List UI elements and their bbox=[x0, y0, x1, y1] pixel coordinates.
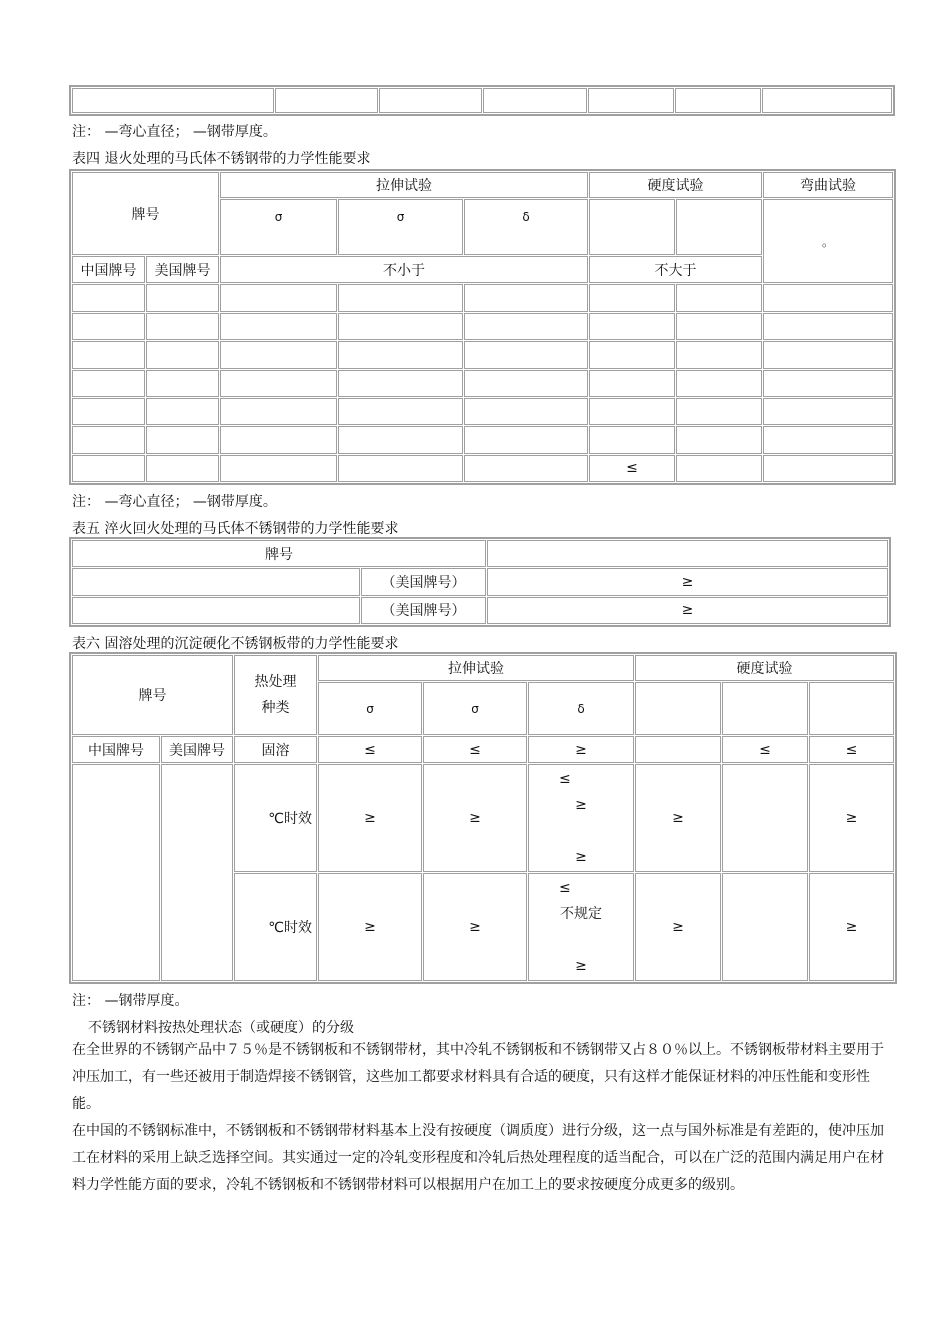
value: 不规定 bbox=[560, 905, 603, 922]
solution-value: ≤ bbox=[318, 736, 422, 762]
paragraph-1: 在全世界的不锈钢产品中７５％是不锈钢板和不锈钢带材，其中冷轧不锈钢板和不锈钢带又占８０％以上。不锈钢板带材料主要用于冲压加工，有一些还被用于制造焊接不锈钢管，这些加工都要求材料具有合适的硬度，只有这样才能保证材料的冲压性能和变形性能。 bbox=[72, 1042, 884, 1112]
section-title: 不锈钢材料按热处理状态（或硬度）的分级 bbox=[88, 1020, 354, 1036]
heat-type-line1: 热处理 bbox=[254, 674, 297, 691]
table-row bbox=[72, 370, 893, 397]
grade-header: 牌号 bbox=[72, 540, 486, 567]
table-row bbox=[72, 568, 888, 595]
value: ≥ bbox=[809, 873, 894, 981]
cn-grade-header: 中国牌号 bbox=[72, 736, 160, 762]
table-row bbox=[72, 426, 893, 453]
hardness-header: 硬度试验 bbox=[635, 655, 894, 681]
delta: δ bbox=[464, 199, 588, 255]
value: ≥ bbox=[423, 764, 527, 872]
note-3: 注： —钢带厚度。 bbox=[72, 993, 189, 1009]
us-grade-header: 美国牌号 bbox=[146, 256, 219, 283]
not-less-label: 不小于 bbox=[220, 256, 588, 283]
bend-header: 弯曲试验 bbox=[763, 172, 893, 198]
value: ≥ bbox=[635, 873, 721, 981]
us-grade: （美国牌号） bbox=[361, 568, 486, 595]
us-grade-header: 美国牌号 bbox=[161, 736, 233, 762]
cn-grade-header: 中国牌号 bbox=[72, 256, 145, 283]
solution-value: ≤ bbox=[423, 736, 527, 762]
table5-title: 表五 淬火回火处理的马氏体不锈钢带的力学性能要求 bbox=[72, 521, 399, 537]
value: ≥ bbox=[318, 873, 422, 981]
delta-values bbox=[528, 873, 634, 981]
grade-header: 牌号 bbox=[72, 172, 219, 255]
us-grade: （美国牌号） bbox=[361, 597, 486, 624]
sigma-b: σ bbox=[220, 199, 337, 255]
note-1: 注： —弯心直径； —钢带厚度。 bbox=[72, 124, 277, 140]
value: ≥ bbox=[318, 764, 422, 872]
bend-value: 。 bbox=[763, 199, 893, 283]
table-row bbox=[72, 341, 893, 368]
hardness-le: ≤ bbox=[589, 455, 675, 482]
heat-type-line2: 种类 bbox=[261, 700, 290, 717]
table-row bbox=[72, 764, 894, 872]
table-row bbox=[72, 398, 893, 425]
table4-title: 表四 退火处理的马氏体不锈钢带的力学性能要求 bbox=[72, 151, 371, 167]
solution-value: ≥ bbox=[528, 736, 634, 762]
value: ≥ bbox=[575, 957, 587, 974]
table-row bbox=[72, 284, 893, 311]
tensile-header: 拉伸试验 bbox=[220, 172, 588, 198]
tensile-header: 拉伸试验 bbox=[318, 655, 634, 681]
table-row bbox=[72, 597, 888, 624]
heat-type-header bbox=[234, 655, 317, 735]
aging-label: ℃时效 bbox=[234, 764, 317, 872]
table-row bbox=[72, 455, 893, 482]
table-4 bbox=[69, 169, 896, 485]
table-6 bbox=[69, 652, 897, 984]
value: ≥ bbox=[575, 848, 587, 865]
delta: δ bbox=[528, 682, 634, 735]
solution-value: ≤ bbox=[809, 736, 894, 762]
solution-label: 固溶 bbox=[234, 736, 317, 762]
value: ≥ bbox=[487, 597, 888, 624]
value: ≥ bbox=[487, 568, 888, 595]
paragraph-2: 在中国的不锈钢标准中，不锈钢板和不锈钢带材料基本上没有按硬度（调质度）进行分级，这一点与国外标准是有差距的，使冲压加工在材料的采用上缺乏选择空间。其实通过一定的冷轧变形程度和冷轧后热处理程度的适当配合，可以在广泛的范围内满足用户在材料力学性能方面的要求，冷轧不锈钢板和不锈钢带材料可以根据用户在加工上的要求按硬度分成更多的级别。 bbox=[72, 1123, 884, 1193]
solution-value bbox=[635, 736, 721, 762]
value: ≤ bbox=[559, 879, 571, 896]
sigma-s: σ bbox=[338, 199, 463, 255]
value: ≥ bbox=[635, 764, 721, 872]
grade-header: 牌号 bbox=[72, 655, 233, 735]
value: ≥ bbox=[575, 796, 587, 813]
note-2: 注： —弯心直径； —钢带厚度。 bbox=[72, 494, 277, 510]
table6-title: 表六 固溶处理的沉淀硬化不锈钢板带的力学性能要求 bbox=[72, 636, 399, 652]
table-3-tail bbox=[69, 85, 895, 116]
delta-values bbox=[528, 764, 634, 872]
sigma-s: σ bbox=[423, 682, 527, 735]
value: ≥ bbox=[423, 873, 527, 981]
solution-value: ≤ bbox=[722, 736, 808, 762]
sigma-b: σ bbox=[318, 682, 422, 735]
value: ≤ bbox=[559, 770, 571, 787]
value: ≥ bbox=[809, 764, 894, 872]
not-more-label: 不大于 bbox=[589, 256, 762, 283]
table-row bbox=[72, 313, 893, 340]
hardness-header: 硬度试验 bbox=[589, 172, 762, 198]
aging-label: ℃时效 bbox=[234, 873, 317, 981]
table-5 bbox=[69, 537, 891, 627]
